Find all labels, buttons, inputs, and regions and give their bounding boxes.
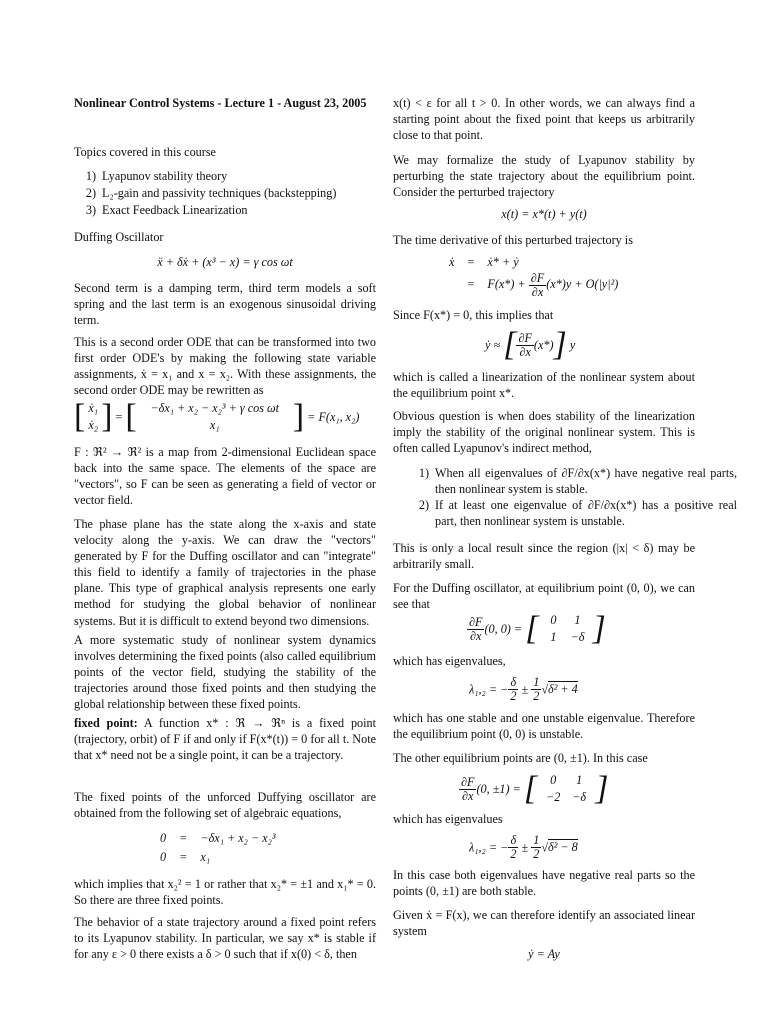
paragraph-time-derivative: The time derivative of this perturbed trajectory is bbox=[393, 233, 633, 247]
topic-number: 3) bbox=[85, 203, 96, 217]
lecture-title: Nonlinear Control Systems - Lecture 1 - August 23, 2005 bbox=[74, 96, 367, 110]
frac-2: 2 bbox=[510, 846, 517, 861]
state-lhs-bottom: ẋ₂ bbox=[88, 418, 99, 433]
matrix-cell: 1 bbox=[576, 773, 583, 787]
matrix-cell: 0 bbox=[550, 773, 557, 787]
topic-item bbox=[74, 185, 376, 201]
paragraph-eigenvalues-2: which has eigenvalues bbox=[393, 812, 503, 826]
time-derivative-equations: ẋ = ẋ* + ẏ = F(x*) + $\frac{\partial F}{\partial x}$ (x*)y + O(|y|²) bbox=[449, 255, 619, 299]
topic-number: 1) bbox=[85, 169, 96, 183]
eig1-pm: ± bbox=[521, 682, 529, 697]
jac1-label: (0, 0) = bbox=[484, 622, 523, 637]
topic-text: Lyapunov stability theory bbox=[102, 169, 228, 183]
td-row1-rhs: ẋ* + ẏ bbox=[487, 255, 519, 269]
alg-eq2-rhs: x₁ bbox=[200, 850, 211, 864]
matrix-cell: −δ bbox=[572, 790, 587, 805]
paragraph-behavior: The behavior of a state trajectory around a fixed point refers to its Lyapunov stability. In particular, we say x* is stable if for any ε > 0 there exists a δ > 0 such that if x(0) < δ, then bbox=[74, 915, 376, 962]
paragraph-given: Given ẋ = F(x), we can therefore identify an associated linear system bbox=[393, 908, 695, 939]
lin-lhs: ẏ ≈ bbox=[485, 337, 501, 352]
td-row2-a: F(x*) + bbox=[487, 277, 526, 292]
eig2-sqrt: δ² − 8 bbox=[548, 840, 578, 855]
matrix-cell: 1 bbox=[574, 613, 581, 627]
topic-text: L₂-gain and passivity techniques (backstepping) bbox=[102, 186, 337, 200]
eigenvalues-equation-2: λ₁,₂ = − $\frac{\delta}{2}$ ± $\frac{1}{2}$ √δ² − 8 bbox=[469, 833, 578, 861]
paragraph-implies: which implies that x₂² = 1 or rather that x₂* = ±1 and x₁* = 0. So there are three fixed points. bbox=[74, 877, 376, 908]
topics-intro: Topics covered in this course bbox=[74, 145, 216, 159]
paragraph-both-stable: In this case both eigenvalues have negative real parts so the points (0, ±1) are both stable. bbox=[393, 868, 695, 899]
eigenvalues-equation-1: λ₁,₂ = − $\frac{\delta}{2}$ ± $\frac{1}{2}$ √δ² + 4 bbox=[469, 675, 578, 703]
lin-mid: (x*) bbox=[533, 337, 554, 352]
state-space-equation: [ ẋ₁ ẋ₂ ] = [ −δx₁ + x₂ − x₂³ + γ cos ωt x₁ ] = F(x₁, x₂) bbox=[74, 398, 360, 436]
eig1-sqrt: δ² + 4 bbox=[548, 682, 578, 697]
frac-1: 1 bbox=[533, 675, 540, 689]
paragraph-unforced: The fixed points of the unforced Duffying oscillator are obtained from the following set of algebraic equations, bbox=[74, 790, 376, 821]
fixed-point-label: fixed point: bbox=[74, 716, 138, 730]
frac-1: 1 bbox=[533, 833, 540, 847]
paragraph-phase-plane: The phase plane has the state along the x-axis and state velocity along the y-axis. We can draw the "vectors" generated by F for the Duffing oscillator and can "integrate" this field to identify a family of trajectories in the phase plane. This type of graphical analysis represents one early method for studying the global behavior of nonlinear systems. But it is difficult to extend beyond two dimensions. bbox=[74, 517, 376, 628]
topic-text: Exact Feedback Linearization bbox=[102, 203, 248, 217]
case-number: 2) bbox=[418, 498, 429, 512]
paragraph-map: F : ℜ² → ℜ² is a map from 2-dimensional Euclidean space back into the same space. The elements of the space are "vectors", so F can be seen as generating a field of vector or vector field. bbox=[74, 445, 376, 508]
state-rhs-top: −δx₁ + x₂ − x₂³ + γ cos ωt bbox=[150, 401, 280, 415]
matrix-cell: −δ bbox=[570, 630, 585, 645]
state-result: = F(x₁, x₂) bbox=[307, 410, 360, 425]
matrix-cell: 0 bbox=[550, 613, 557, 627]
case-text: If at least one eigenvalue of ∂F/∂x(x*) has a positive real part, then nonlinear system is unstable. bbox=[435, 498, 737, 529]
state-lhs-top: ẋ₁ bbox=[88, 401, 99, 415]
jac2-label: (0, ±1) = bbox=[476, 782, 521, 797]
paragraph-eigenvalues-1: which has eigenvalues, bbox=[393, 654, 506, 668]
bracket-left: [ bbox=[74, 398, 86, 436]
eig2-pm: ± bbox=[521, 840, 529, 855]
frac-2: 2 bbox=[510, 688, 517, 703]
lin-tail: y bbox=[569, 337, 576, 352]
paragraph-systematic: A more systematic study of nonlinear system dynamics involves determining the fixed points (also called equilibrium points of the vector field, studying the stability of the trajectories around those fixed points and then studying the global relationship between these fixed points. bbox=[74, 633, 376, 712]
eig1-lhs: λ₁,₂ = − bbox=[469, 682, 509, 697]
paragraph-duffing-equilibrium: For the Duffing oscillator, at equilibrium point (0, 0), we can see that bbox=[393, 581, 695, 612]
alg-eq1-rhs: −δx₁ + x₂ − x₂³ bbox=[200, 831, 276, 845]
state-rhs-bottom: x₁ bbox=[209, 418, 220, 433]
matrix-cell: 1 bbox=[550, 630, 557, 645]
case-number: 1) bbox=[418, 466, 429, 480]
paragraph-since: Since F(x*) = 0, this implies that bbox=[393, 308, 554, 322]
fixed-point-definition: A function x* : ℜ → ℜⁿ is a fixed point (trajectory, orbit) of F if and only if F(x*(t)) = 0 for all t. Note that x* need not be a single point, it can be a trajectory. bbox=[74, 716, 377, 763]
duffing-heading: Duffing Oscillator bbox=[74, 230, 164, 244]
jacobian-other: $\frac{\partial F}{\partial x}$ (0, ±1) = [ 0 1 −2 −δ ] bbox=[461, 770, 609, 808]
paragraph-ode: This is a second order ODE that can be transformed into two first order ODE's by making the following state variable assignments, ẋ = x₁ and x = x₂. With these assignments, the second order ODE may be rewritten as bbox=[74, 335, 376, 398]
frac-2: 2 bbox=[533, 688, 540, 703]
alg-eq2-lhs: 0 bbox=[160, 850, 167, 864]
jacobian-origin: $\frac{\partial F}{\partial x}$ (0, 0) = [ 0 1 1 −δ ] bbox=[469, 610, 606, 648]
jac1-partial-f: ∂F bbox=[469, 614, 483, 629]
frac-delta: δ bbox=[508, 676, 518, 690]
topic-item bbox=[74, 202, 376, 218]
duffing-equation: ẍ + δẋ + (x³ − x) = γ cos ωt bbox=[157, 255, 293, 269]
case-text: When all eigenvalues of ∂F/∂x(x*) have negative real parts, then nonlinear system is stable. bbox=[435, 466, 737, 497]
paragraph-obvious-question: Obvious question is when does stability of the linearization imply the stability of the original nonlinear system. This is often called Lyapunov's indirect method, bbox=[393, 409, 695, 456]
td-row2-b: (x*)y + O(|y|²) bbox=[546, 277, 619, 292]
topic-item bbox=[74, 168, 376, 184]
paragraph-one-stable: which has one stable and one unstable eigenvalue. Therefore the equilibrium point (0, 0) is unstable. bbox=[393, 711, 695, 742]
case-item bbox=[393, 497, 737, 529]
case-item bbox=[393, 465, 737, 497]
lin-partial-x: ∂x bbox=[519, 344, 531, 359]
jac2-partial-f: ∂F bbox=[461, 774, 475, 789]
paragraph-other-equilibria: The other equilibrium points are (0, ±1). In this case bbox=[393, 751, 648, 765]
linear-system-equation: ẏ = Ay bbox=[528, 947, 560, 961]
jac2-partial-x: ∂x bbox=[462, 788, 474, 803]
algebraic-equations: 0 = −δx₁ + x₂ − x₂³ 0 = x₁ bbox=[160, 831, 276, 864]
td-row1-lhs: ẋ bbox=[449, 255, 455, 269]
paragraph-linearization: which is called a linearization of the nonlinear system about the equilibrium point x*. bbox=[393, 370, 695, 401]
paragraph-formalize: We may formalize the study of Lyapunov stability by perturbing the state trajectory about the equilibrium point. Consider the perturbed trajectory bbox=[393, 153, 695, 200]
paragraph-continued: x(t) < ε for all t > 0. In other words, we can always find a starting point about the fixed point that keeps us arbitrarily close to that point. bbox=[393, 96, 695, 143]
perturbed-equation: x(t) = x*(t) + y(t) bbox=[501, 207, 587, 221]
frac-delta: δ bbox=[508, 834, 518, 848]
paragraph-damping: Second term is a damping term, third term models a soft spring and the last term is an exogenous sinusoidal driving term. bbox=[74, 281, 376, 328]
eig2-lhs: λ₁,₂ = − bbox=[469, 840, 509, 855]
topic-number: 2) bbox=[85, 186, 96, 200]
lin-partial-f: ∂F bbox=[518, 330, 532, 345]
linearization-equation: ẏ ≈ [ $\frac{\partial F}{\partial x}$ (x*)] y bbox=[485, 326, 576, 363]
frac-2: 2 bbox=[533, 846, 540, 861]
jac1-partial-x: ∂x bbox=[470, 628, 482, 643]
matrix-cell: −2 bbox=[545, 790, 561, 805]
td-row2-partial-f: ∂F bbox=[530, 271, 545, 285]
td-row2-partial-x: ∂x bbox=[531, 284, 544, 299]
alg-eq1-lhs: 0 bbox=[160, 831, 167, 845]
paragraph-fixed-point bbox=[74, 715, 376, 763]
paragraph-local: This is only a local result since the region (|x| < δ) may be arbitrarily small. bbox=[393, 541, 695, 572]
